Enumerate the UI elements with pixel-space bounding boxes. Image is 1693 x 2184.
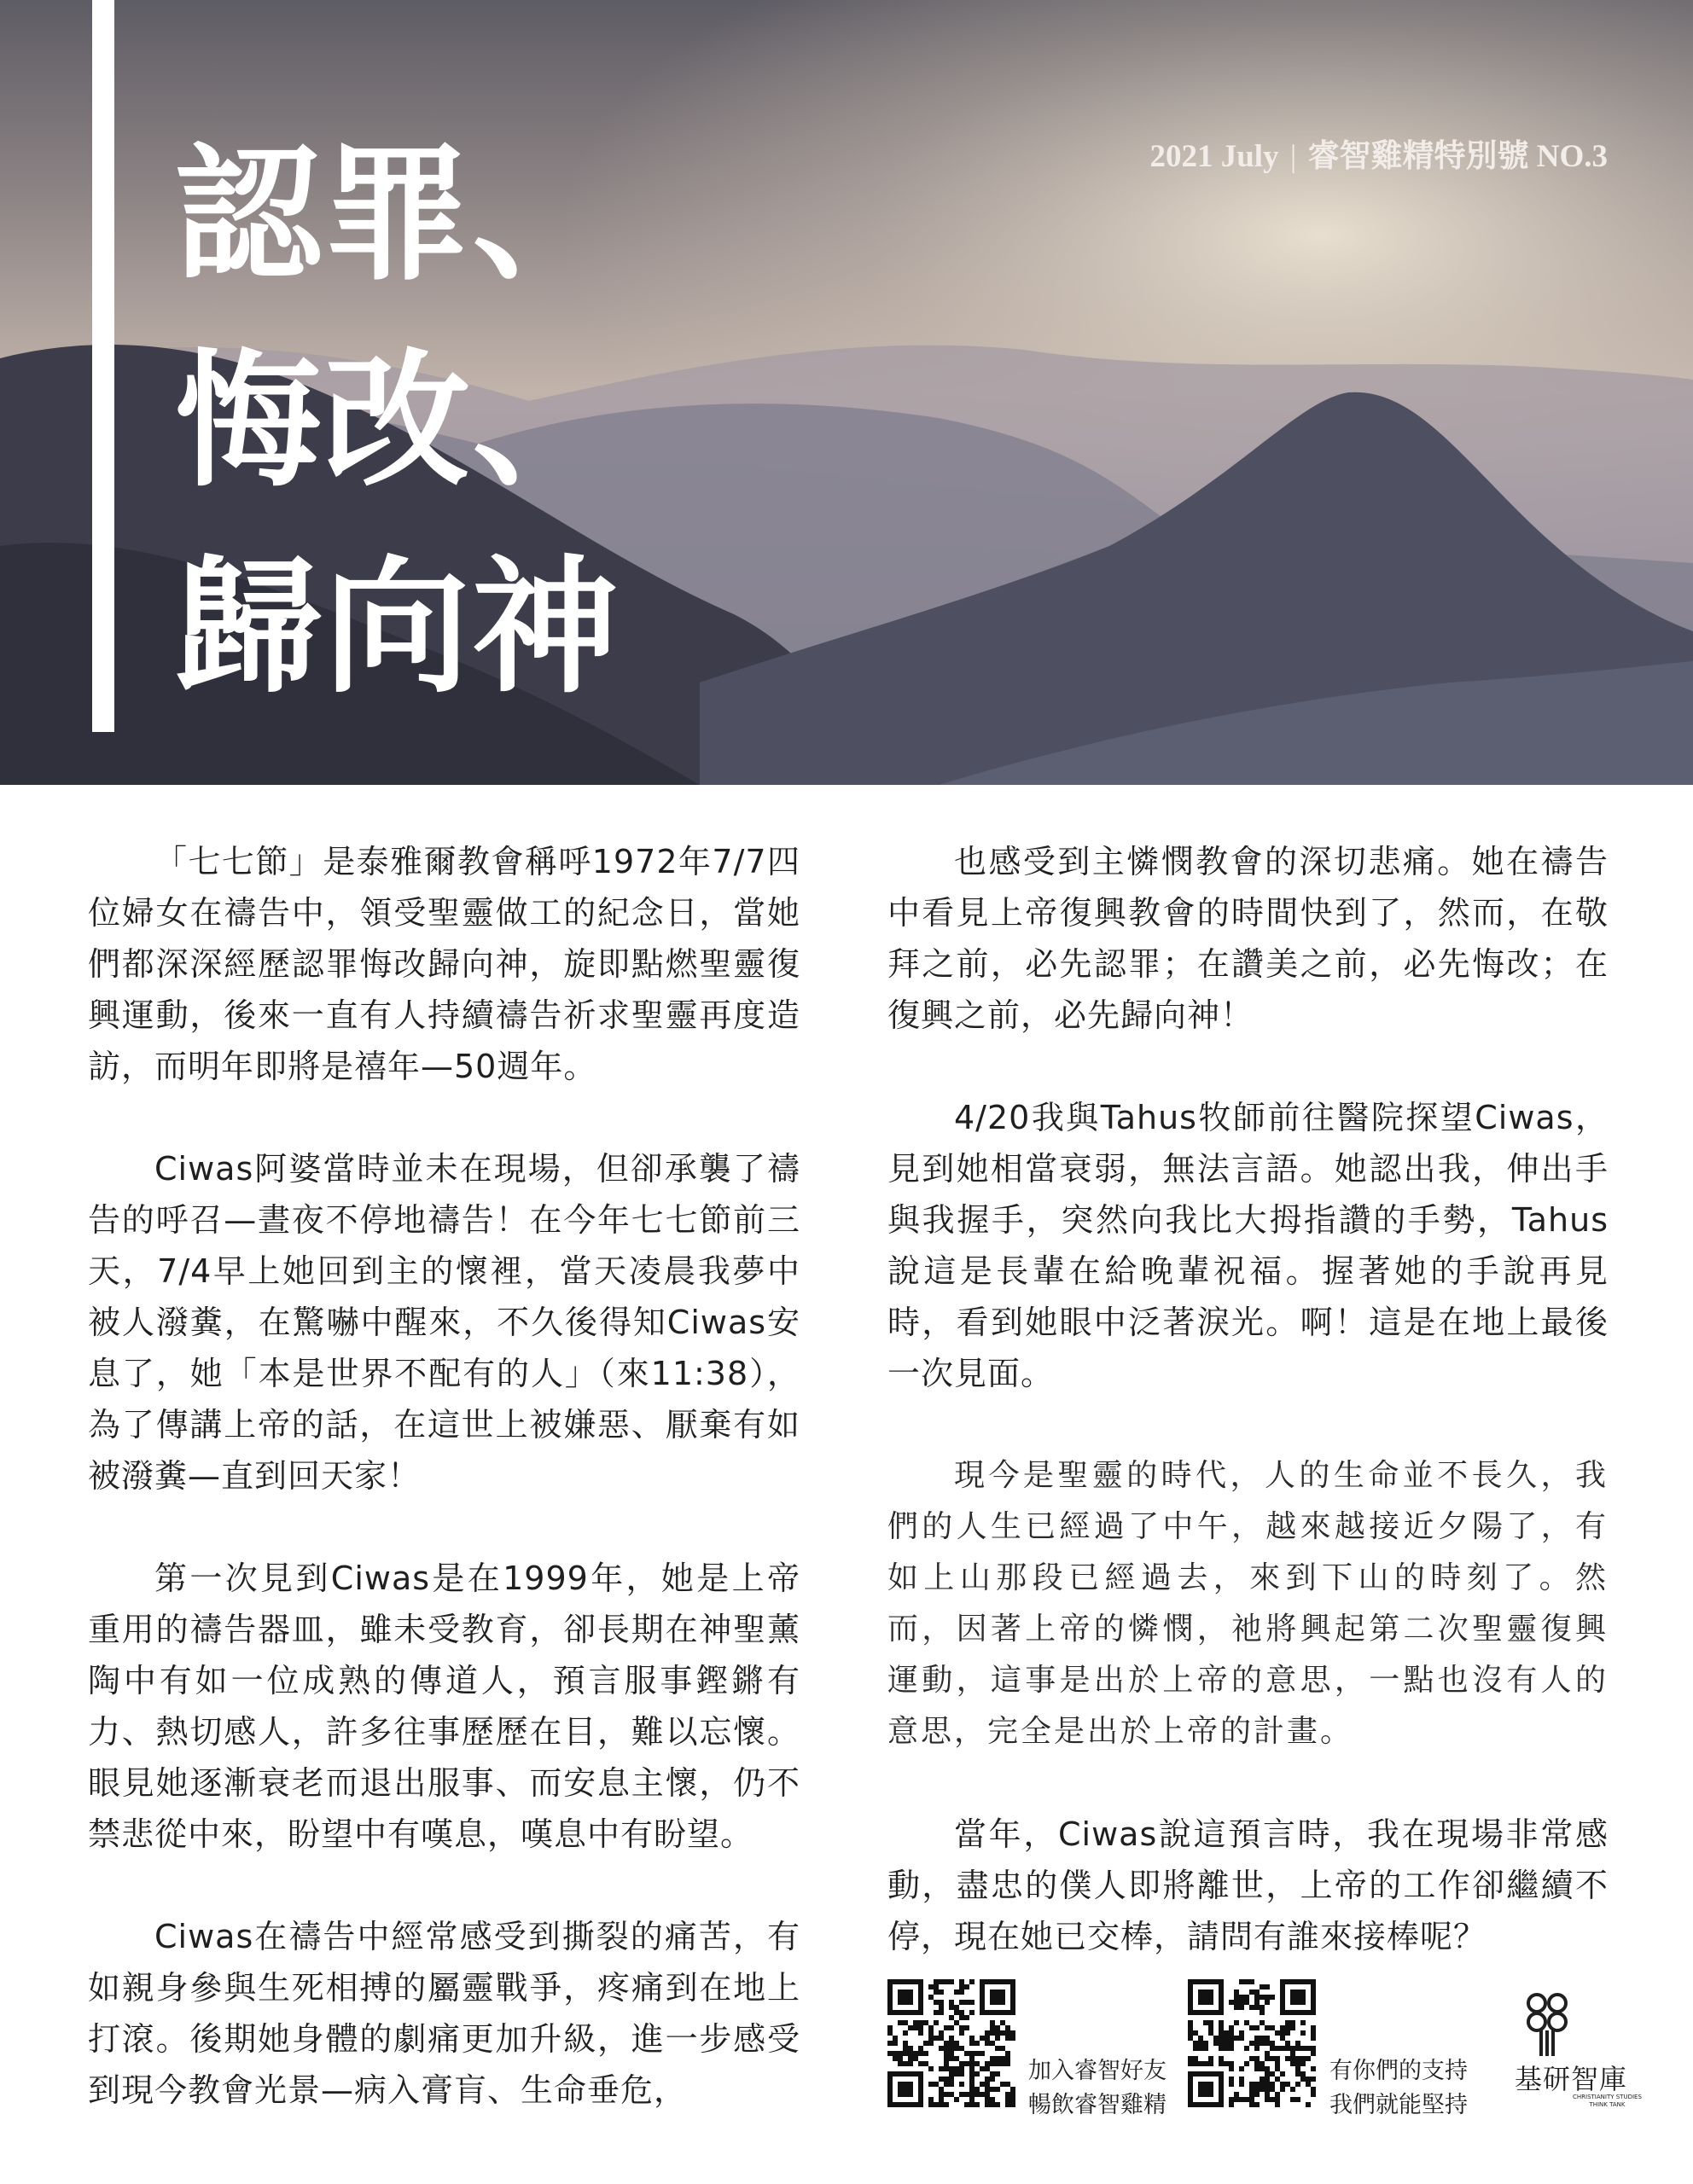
title-line: 悔改、 (175, 334, 620, 507)
qr-code-join-friends[interactable] (887, 1979, 1015, 2107)
knot-logo-icon (1513, 1984, 1581, 2057)
article-paragraph: 也感受到主憐憫教會的深切悲痛。她在禱告中看見上帝復興教會的時間快到了，然而，在敬拜之前，必先認罪；在讚美之前，必先悔改；在復興之前，必先歸向神！ (887, 843, 1609, 1034)
organization-name: 基研智庫 (1515, 2063, 1628, 2095)
organization-subtitle-line: THINK TANK (1589, 2101, 1626, 2108)
qr-caption-line: 暢飲睿智雞精 (1028, 2092, 1166, 2118)
issue-label (1149, 130, 1608, 176)
issue-name: 睿智雞精特別號 NO.3 (1307, 139, 1608, 174)
article-paragraph: Ciwas在禱告中經常感受到撕裂的痛苦，有如親身參與生死相搏的屬靈戰爭，疼痛到在地上打滾。後期她身體的劇痛更加升級，進一步感受到現今教會光景—病入膏肓、生命垂危， (88, 1918, 800, 2109)
title-accent-bar (92, 0, 114, 732)
page-title (175, 111, 620, 730)
article-column-left (88, 836, 800, 2167)
qr-code-support[interactable] (1188, 1979, 1316, 2107)
footer (887, 1979, 1642, 2118)
qr-code-icon (1188, 1979, 1316, 2107)
closing-paragraph: 當年，Ciwas說這預言時，我在現場非常感動，盡忠的僕人即將離世，上帝的工作卻繼續不停，現在她已交棒，請問有誰來接棒呢？ (887, 1815, 1609, 1955)
qr-caption-line: 我們就能堅持 (1329, 2092, 1468, 2118)
article-paragraph: Ciwas阿婆當時並未在現場，但卻承襲了禱告的呼召—晝夜不停地禱告！在今年七七節前三天，7/4早上她回到主的懷裡，當天凌晨我夢中被人潑糞，在驚嚇中醒來，不久後得知Ciwas安息了，她「本是世界不配有的人」（來11:38），為了傳講上帝的話，在這世上被嫌惡、厭棄有如被潑糞—直到回天家！ (88, 1150, 800, 1495)
qr-code-icon (887, 1979, 1015, 2107)
qr-caption-support (1329, 2054, 1468, 2123)
qr-caption-join (1028, 2054, 1166, 2123)
qr-caption-line: 有你們的支持 (1329, 2058, 1468, 2084)
organization-logo (1481, 1979, 1642, 2116)
organization-subtitle-line: CHRISTIANITY STUDIES (1573, 2094, 1642, 2100)
article-paragraph: 4/20我與Tahus牧師前往醫院探望Ciwas，見到她相當衰弱，無法言語。她認出我，伸出手與我握手，突然向我比大拇指讚的手勢，Tahus說這是長輩在給晚輩祝福。握著她的手說再見時，看到她眼中泛著淚光。啊！這是在地上最後一次見面。 (887, 1099, 1609, 1392)
prophecy-quote: 現今是聖靈的時代，人的生命並不長久，我們的人生已經過了中午，越來越接近夕陽了，有如上山那段已經過去，來到下山的時刻了。然而，因著上帝的憐憫，祂將興起第二次聖靈復興運動，這事是出於上帝的意思，一點也沒有人的意思，完全是出於上帝的計畫。 (887, 1458, 1609, 1749)
issue-separator: | (1289, 139, 1297, 174)
title-line: 歸向神 (175, 540, 620, 713)
qr-caption-line: 加入睿智好友 (1028, 2058, 1166, 2084)
article-paragraph: 第一次見到Ciwas是在1999年，她是上帝重用的禱告器皿，雖未受教育，卻長期在神聖薰陶中有如一位成熟的傳道人，預言服事鏗鏘有力、熱切感人，許多往事歷歷在目，難以忘懷。眼見她逐漸衰老而退出服事、而安息主懷，仍不禁悲從中來，盼望中有嘆息，嘆息中有盼望。 (88, 1560, 800, 1853)
issue-date: 2021 July (1149, 139, 1279, 174)
organization-subtitle (1573, 2094, 1642, 2109)
title-line: 認罪、 (175, 127, 620, 300)
hero-banner (0, 0, 1693, 785)
article-column-right (887, 836, 1609, 2013)
article-paragraph: 「七七節」是泰雅爾教會稱呼1972年7/7四位婦女在禱告中，領受聖靈做工的紀念日，當她們都深深經歷認罪悔改歸向神，旋即點燃聖靈復興運動，後來一直有人持續禱告祈求聖靈再度造訪，而明年即將是禧年—50週年。 (88, 843, 800, 1085)
